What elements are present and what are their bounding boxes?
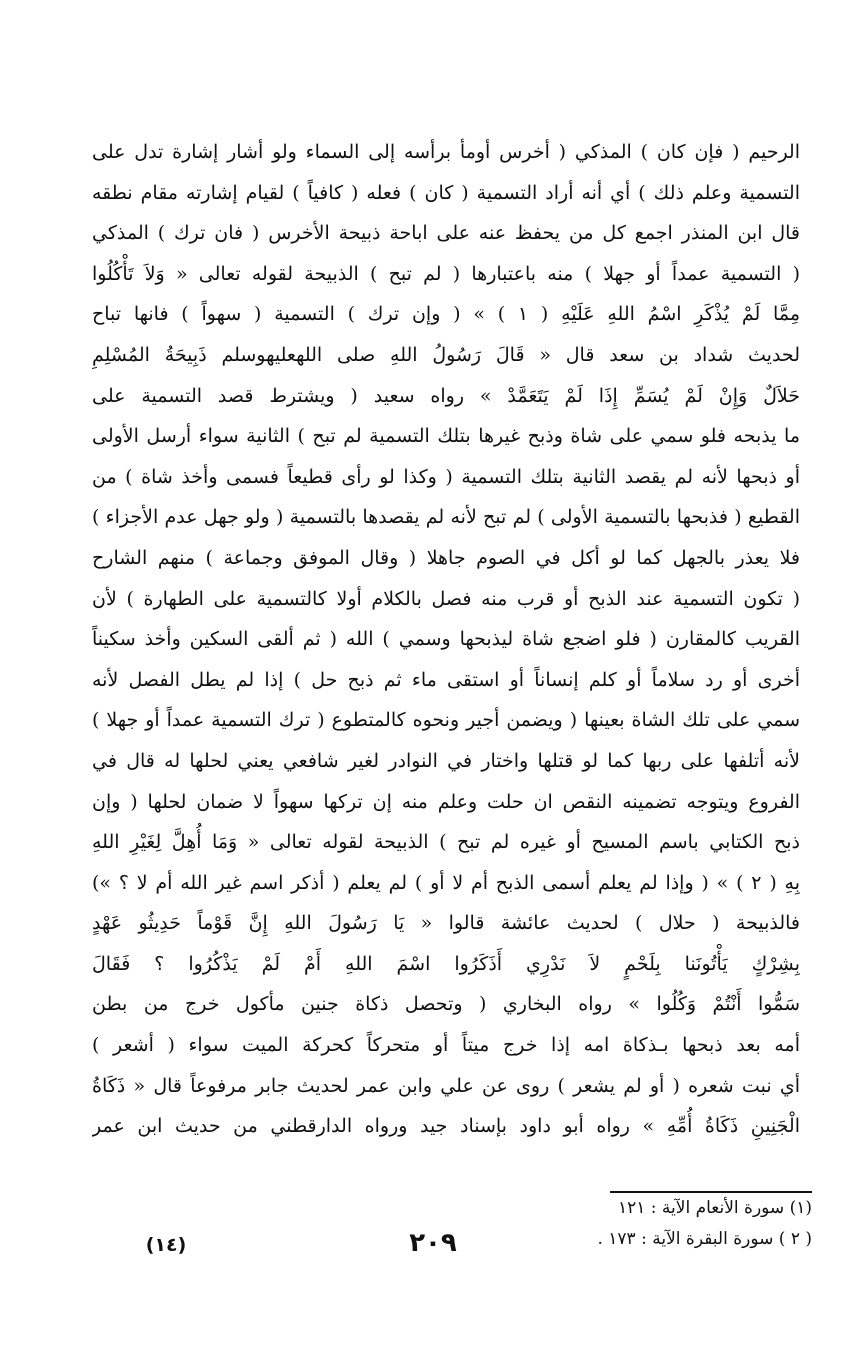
text-line: بِشِرْكٍ يَأْتُونَنا بِلَحْمٍ لاَ نَدْرِي أَذَكَرُوا اسْمَ اللهِ أَمْ لَمْ يَذْكُرُوا ؟ فَقَالَ (92, 952, 800, 975)
text-line: ذبح الكتابي باسم المسيح أو غيره لم تبح ) الذبيحة لقوله تعالى « وَمَا أُهِلَّ لِغَيْرِ اللهِ (92, 831, 800, 854)
text-line: أو ذبحها لأنه لم يقصد الثانية بتلك التسمية ( وكذا لو رأى قطيعاً فسمى وأخذ شاة ) من (92, 465, 800, 488)
text-line: سمي على تلك الشاة بعينها ( ويضمن أجير ونحوه كالمتطوع ( ترك التسمية عمداً أو جهلا ) (92, 709, 800, 732)
text-line: الفروع ويتوجه تضمينه النقص ان حلت وعلم منه إن تركها سهواً لا ضمان لحلها ( وإن (92, 790, 800, 813)
body-text (92, 132, 800, 1147)
text-line: ( تكون التسمية عند الذبح أو قرب منه فصل بالكلام أولا كالتسمية على الطهارة ) لأن (92, 587, 800, 610)
text-line: الرحيم ( فإن كان ) المذكي ( أخرس أومأ برأسه إلى السماء ولو أشار إشارة تدل على (92, 141, 800, 163)
text-line: قال ابن المنذر اجمع كل من يحفظ عنه على اباحة ذبيحة الأخرس ( فان ترك ) المذكي (92, 222, 800, 245)
page-number: ٢٠٩ (409, 1228, 457, 1258)
text-line: فلا يعذر بالجهل كما لو أكل في الصوم جاهلا ( وقال الموفق وجماعة ) منهم الشارح (92, 546, 800, 569)
text-line: أمه بعد ذبحها بـذكاة امه إذا خرج ميتاً أو متحركاً كحركة الميت سواء ( أشعر ) (92, 1034, 800, 1057)
text-line: حَلاَلٌ وَإِنْ لَمْ يُسَمِّ إِذَا لَمْ يَتَعَمَّدْ » رواه سعيد ( ويشترط قصد التسمية على (92, 384, 800, 407)
text-line: بِهِ ( ٢ ) » ( وإذا لم يعلم أسمى الذبح أم لا أو ) لم يعلم ( أذكر اسم غير الله أم لا ؟ ») (92, 871, 800, 894)
text-line: فالذبيحة ( حلال ) لحديث عائشة قالوا « يَا رَسُولَ اللهِ إِنَّ قَوْماً حَدِيثُو عَهْدٍ (92, 912, 800, 935)
signature-mark: (١٤) (145, 1234, 187, 1256)
text-line: القريب كالمقارن ( فلو اضجع شاة ليذبحها وسمي ) الله ( ثم ألقى السكين وأخذ سكيناً (92, 628, 800, 651)
text-line: لأنه أتلفها على ربها كما لو قتلها واختار في النوادر لغير شافعي يعني لحلها له قال في (92, 749, 800, 772)
text-line: لحديث شداد بن سعد قال « قَالَ رَسُولُ اللهِ صلى اللهعليهوسلم ذَبِيحَةُ المُسْلِمِ (92, 343, 800, 366)
text-line: التسمية وعلم ذلك ) أي أنه أراد التسمية ( كان ) فعله ( كافياً ) لقيام إشارته مقام نطقه (92, 181, 800, 204)
footnote: ( ٢ ) سورة البقرة الآية : ١٧٣ . (597, 1229, 812, 1249)
footnote: (١) سورة الأنعام الآية : ١٢١ (617, 1198, 812, 1218)
text-line: ( التسمية عمداً أو جهلا ) منه باعتبارها ( لم تبح ) الذبيحة لقوله تعالى « وَلاَ تَأْكُلُوا (92, 262, 800, 285)
text-line: القطيع ( فذبحها بالتسمية الأولى ) لم تبح لأنه لم يقصدها بالتسمية ( ولو جهل عدم الأجزاء ) (92, 506, 800, 529)
text-line: مِمَّا لَمْ يُذْكَرِ اسْمُ اللهِ عَلَيْهِ ( ١ ) » ( وإن ترك ) التسمية ( سهواً ) فانها تباح (92, 303, 800, 326)
text-line: ما يذبحه فلو سمي على شاة وذبح غيرها بتلك التسمية لم تبح ) الثانية سواء أرسل الأولى (92, 425, 800, 448)
text-line: الْجَنِينِ ذَكَاةُ أُمِّهِ » رواه أبو داود بإسناد جيد ورواه الدارقطني من حديث ابن عمر (92, 1115, 800, 1138)
text-line: أخرى أو رد سلاماً أو كلم إنساناً أو استقى ماء ثم ذبح حل ) إذا لم يطل الفصل لأنه (92, 668, 800, 691)
text-line: أي نبت شعره ( أو لم يشعر ) روى عن علي وابن عمر لحديث جابر مرفوعاً قال « ذَكَاةُ (92, 1074, 800, 1097)
text-line: سَمُّوا أَنْتُمْ وَكُلُوا » رواه البخاري ( وتحصل ذكاة جنين مأكول خرج من بطن (92, 993, 800, 1016)
